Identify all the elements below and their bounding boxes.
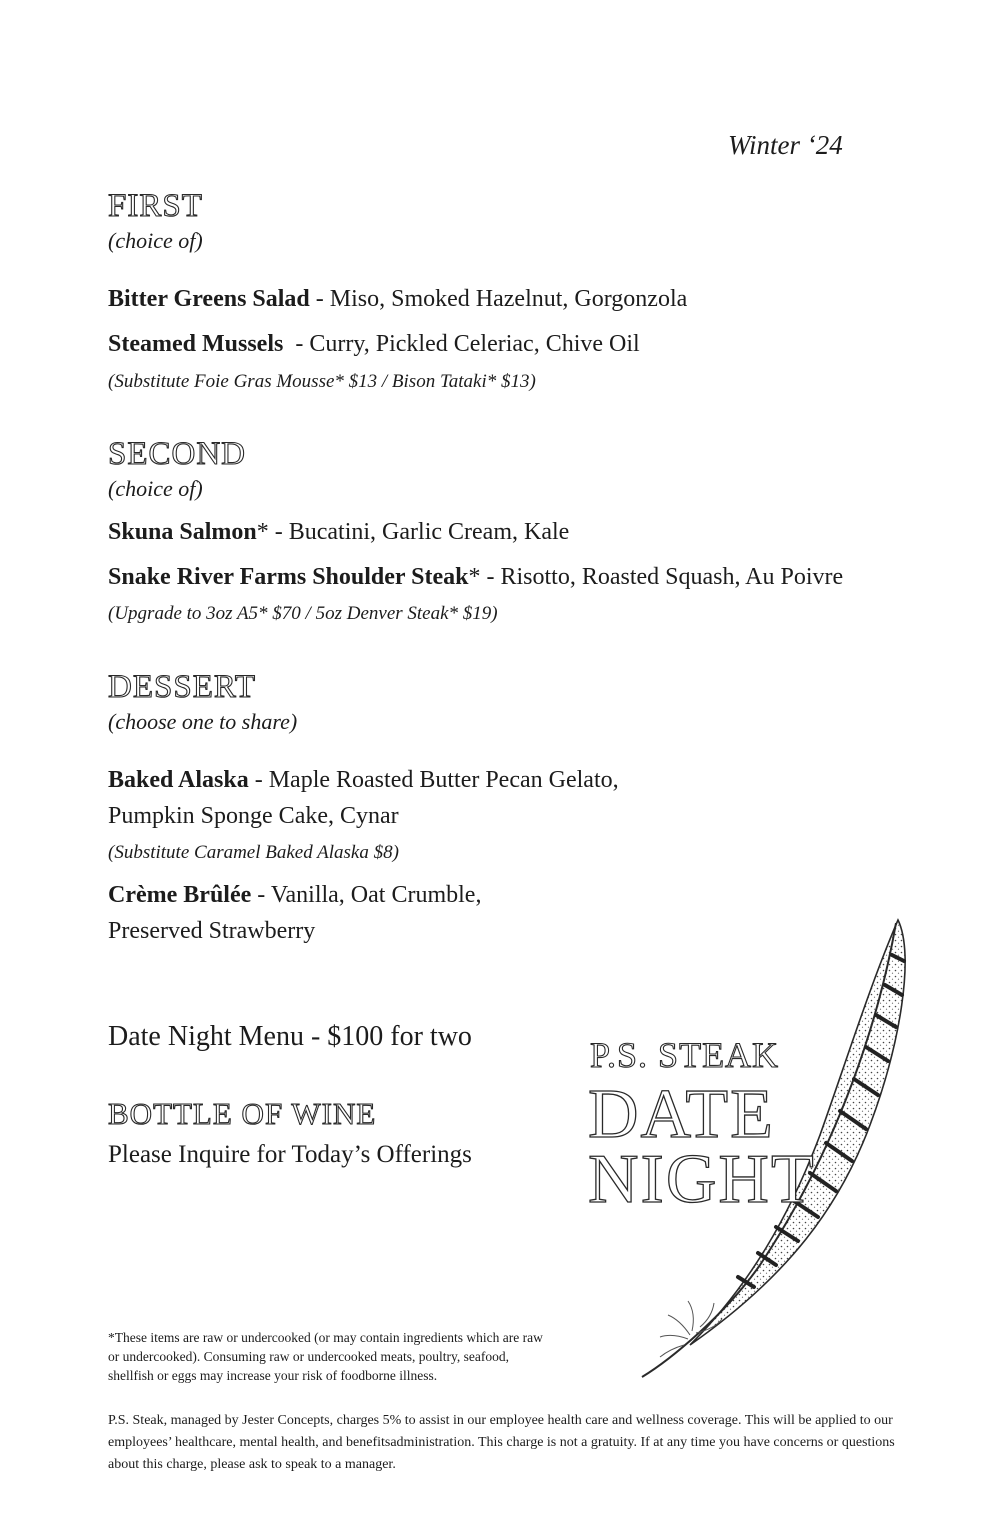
item-name: Crème Brûlée [108,882,252,908]
item-description: - Vanilla, Oat Crumble, [251,882,482,908]
season-label: Winter ‘24 [728,130,843,160]
menu-item [108,564,843,591]
menu-item [108,767,619,794]
section-heading-wine: BOTTLE OF WINE [108,1096,377,1131]
menu-item [108,286,687,313]
substitution-note: (Substitute Foie Gras Mousse* $13 / Bison Tataki* $13) [108,371,536,392]
menu-item [108,331,640,358]
item-name: Snake River Farms Shoulder Steak [108,564,469,590]
brand-title-line-1: DATE [588,1076,775,1153]
upgrade-note: (Upgrade to 3oz A5* $70 / 5oz Denver Steak* $19) [108,603,498,624]
item-description: - Bucatini, Garlic Cream, Kale [268,519,570,545]
item-description: - Miso, Smoked Hazelnut, Gorgonzola [309,286,688,312]
item-description-continued: Preserved Strawberry [108,918,316,944]
item-name: Baked Alaska [108,767,249,793]
price-line: Date Night Menu - $100 for two [108,1021,472,1052]
item-description-continued: Pumpkin Sponge Cake, Cynar [108,803,399,829]
section-note-dessert: (choose one to share) [108,709,298,734]
item-description: - Curry, Pickled Celeriac, Chive Oil [283,331,640,357]
raw-marker: * [256,519,269,545]
item-name: Steamed Mussels [108,331,284,357]
brand-title-line-2: NIGHT [588,1141,816,1218]
section-heading-second: SECOND [108,436,247,472]
item-description: - Risotto, Roasted Squash, Au Poivre [480,564,844,590]
item-name: Bitter Greens Salad [108,286,310,312]
substitution-note: (Substitute Caramel Baked Alaska $8) [108,842,399,863]
brand-name: P.S. STEAK [590,1035,780,1075]
raw-marker: * [468,564,481,590]
item-description: - Maple Roasted Butter Pecan Gelato, [248,767,619,793]
section-note-first: (choice of) [108,228,203,253]
section-heading-first: FIRST [108,188,203,224]
menu-item [108,882,481,909]
service-charge-policy: P.S. Steak, managed by Jester Concepts, charges 5% to assist in our employee health care and wellness coverage. This will be applied to our employees’ healthcare, mental health, and benefitsadministration. This charge is not a gratuity. If at any time you have concerns or questions about this charge, please ask to speak to a manager. [108,1413,895,1472]
section-heading-dessert: DESSERT [108,669,257,705]
raw-food-disclaimer: *These items are raw or undercooked (or may contain ingredients which are raw or undercooked). Consuming raw or undercooked meats, poultry, seafood, shellfish or eggs may increase your risk of foodborne illness. [108,1330,543,1383]
wine-text: Please Inquire for Today’s Offerings [108,1141,472,1168]
section-note-second: (choice of) [108,476,203,501]
menu-item [108,519,569,546]
item-name: Skuna Salmon [108,519,257,545]
